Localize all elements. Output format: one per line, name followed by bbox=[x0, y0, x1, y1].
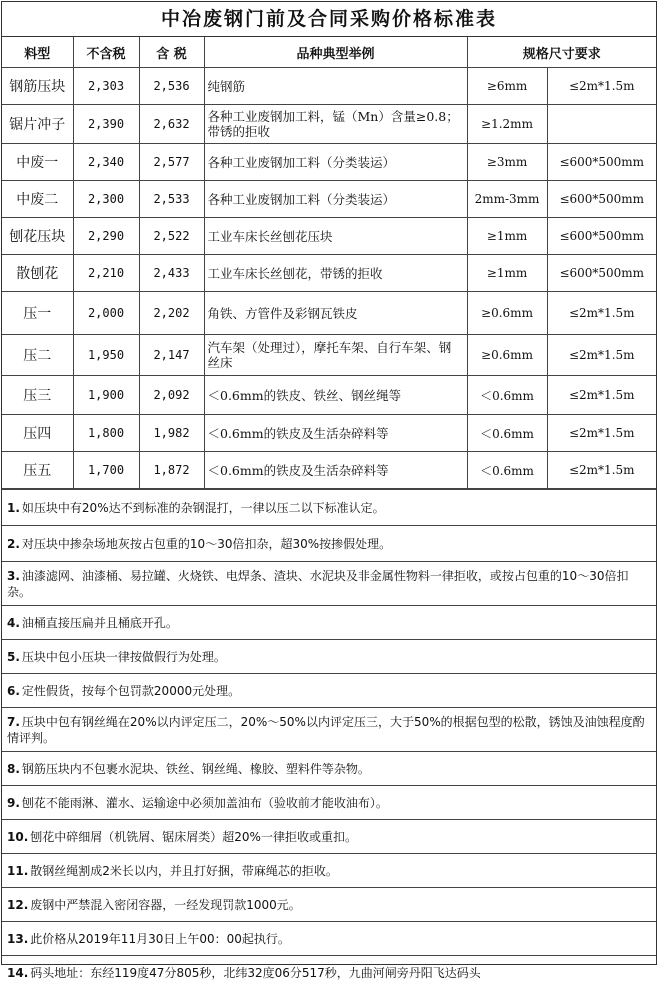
material-name: 中废二 bbox=[2, 181, 73, 218]
note-number: 5. bbox=[7, 649, 20, 664]
thickness-spec: ≥3mm bbox=[467, 144, 547, 181]
size-spec: ≤600*500mm bbox=[547, 181, 656, 218]
col-header-no-tax: 不含税 bbox=[73, 37, 139, 68]
note-text: 压块中包有钢丝绳在20%以内评定压二，20%～50%以内评定压三，大于50%的根据包型的松散，锈蚀及油蚀程度酌情评判。 bbox=[7, 714, 645, 745]
note-text: 散钢丝绳割成2米长以内，并且打好捆，带麻绳芯的拒收。 bbox=[30, 863, 338, 878]
note-number: 8. bbox=[7, 761, 20, 776]
material-name: 压五 bbox=[2, 452, 73, 489]
note-text: 油漆滤网、油漆桶、易拉罐、火烧铁、电焊条、渣块、水泥块及非金属性物料一律拒收，或按占包重的10～30倍扣杂。 bbox=[7, 568, 629, 599]
thickness-spec: ＜0.6mm bbox=[467, 415, 547, 452]
notes-list bbox=[2, 489, 656, 989]
note-item bbox=[2, 921, 656, 955]
table-row bbox=[2, 218, 656, 255]
thickness-spec: ＜0.6mm bbox=[467, 376, 547, 415]
size-spec: ≤2m*1.5m bbox=[547, 292, 656, 335]
note-number: 14. bbox=[7, 965, 29, 980]
price-with-tax: 2,632 bbox=[139, 105, 204, 144]
material-name: 钢筋压块 bbox=[2, 68, 73, 105]
note-number: 13. bbox=[7, 931, 29, 946]
material-name: 刨花压块 bbox=[2, 218, 73, 255]
note-text: 此价格从2019年11月30日上午00：00起执行。 bbox=[30, 931, 290, 946]
price-with-tax: 2,433 bbox=[139, 255, 204, 292]
table-header-row bbox=[2, 37, 656, 68]
price-with-tax: 2,522 bbox=[139, 218, 204, 255]
note-text: 如压块中有20%达不到标准的杂钢混打，一律以压二以下标准认定。 bbox=[21, 500, 385, 515]
note-item bbox=[2, 561, 656, 605]
thickness-spec: 2mm-3mm bbox=[467, 181, 547, 218]
note-item bbox=[2, 819, 656, 853]
note-number: 1. bbox=[7, 500, 20, 515]
table-row bbox=[2, 452, 656, 489]
col-header-name: 料型 bbox=[2, 37, 73, 68]
price-with-tax: 1,872 bbox=[139, 452, 204, 489]
typical-example: 纯钢筋 bbox=[204, 68, 467, 105]
price-no-tax: 2,210 bbox=[73, 255, 139, 292]
note-item bbox=[2, 605, 656, 639]
table-row bbox=[2, 415, 656, 452]
note-text: 压块中包小压块一律按做假行为处理。 bbox=[21, 649, 226, 664]
thickness-spec: ＜0.6mm bbox=[467, 452, 547, 489]
table-row bbox=[2, 68, 656, 105]
price-no-tax: 2,290 bbox=[73, 218, 139, 255]
note-text: 刨花不能雨淋、灌水、运输途中必须加盖油布（验收前才能收油布）。 bbox=[21, 795, 388, 810]
typical-example: 各种工业废钢加工料，锰（Mn）含量≥0.8；带锈的拒收 bbox=[204, 105, 467, 144]
price-with-tax: 2,147 bbox=[139, 335, 204, 376]
typical-example: 角铁、方管件及彩钢瓦铁皮 bbox=[204, 292, 467, 335]
size-spec: ≤2m*1.5m bbox=[547, 335, 656, 376]
note-item bbox=[2, 853, 656, 887]
price-with-tax: 2,577 bbox=[139, 144, 204, 181]
page-title: 中冶废钢门前及合同采购价格标准表 bbox=[2, 2, 656, 37]
note-number: 4. bbox=[7, 615, 20, 630]
typical-example: ＜0.6mm的铁皮、铁丝、钢丝绳等 bbox=[204, 376, 467, 415]
price-no-tax: 2,000 bbox=[73, 292, 139, 335]
col-header-desc: 品种典型举例 bbox=[204, 37, 467, 68]
price-no-tax: 2,300 bbox=[73, 181, 139, 218]
typical-example: 各种工业废钢加工料（分类装运） bbox=[204, 181, 467, 218]
size-spec: ≤600*500mm bbox=[547, 144, 656, 181]
typical-example: 工业车床长丝刨花压块 bbox=[204, 218, 467, 255]
price-with-tax: 1,982 bbox=[139, 415, 204, 452]
note-item bbox=[2, 887, 656, 921]
note-text: 码头地址：东经119度47分805秒，北纬32度06分517秒，九曲河闸旁丹阳飞达码头 bbox=[30, 965, 481, 980]
material-name: 压三 bbox=[2, 376, 73, 415]
note-number: 11. bbox=[7, 863, 29, 878]
size-spec: ≤600*500mm bbox=[547, 218, 656, 255]
material-name: 锯片冲子 bbox=[2, 105, 73, 144]
note-number: 7. bbox=[7, 714, 20, 729]
price-no-tax: 1,800 bbox=[73, 415, 139, 452]
size-spec bbox=[547, 105, 656, 144]
price-no-tax: 1,700 bbox=[73, 452, 139, 489]
table-row bbox=[2, 144, 656, 181]
thickness-spec: ≥1mm bbox=[467, 255, 547, 292]
price-no-tax: 2,303 bbox=[73, 68, 139, 105]
col-header-tax: 含 税 bbox=[139, 37, 204, 68]
price-sheet bbox=[1, 1, 657, 980]
table-row bbox=[2, 335, 656, 376]
typical-example: ＜0.6mm的铁皮及生活杂碎料等 bbox=[204, 415, 467, 452]
table-row bbox=[2, 292, 656, 335]
col-header-spec: 规格尺寸要求 bbox=[467, 37, 656, 68]
size-spec: ≤600*500mm bbox=[547, 255, 656, 292]
note-number: 6. bbox=[7, 683, 20, 698]
table-body bbox=[2, 68, 656, 489]
note-item bbox=[2, 707, 656, 751]
price-with-tax: 2,202 bbox=[139, 292, 204, 335]
note-item bbox=[2, 785, 656, 819]
note-number: 9. bbox=[7, 795, 20, 810]
note-text: 钢筋压块内不包裹水泥块、铁丝、钢丝绳、橡胶、塑料件等杂物。 bbox=[21, 761, 370, 776]
size-spec: ≤2m*1.5m bbox=[547, 376, 656, 415]
material-name: 压四 bbox=[2, 415, 73, 452]
material-name: 压一 bbox=[2, 292, 73, 335]
note-text: 油桶直接压扁并且桶底开孔。 bbox=[21, 615, 178, 630]
material-name: 中废一 bbox=[2, 144, 73, 181]
thickness-spec: ≥1mm bbox=[467, 218, 547, 255]
price-with-tax: 2,533 bbox=[139, 181, 204, 218]
price-table bbox=[2, 37, 656, 489]
typical-example: 工业车床长丝刨花，带锈的拒收 bbox=[204, 255, 467, 292]
note-text: 废钢中严禁混入密闭容器，一经发现罚款1000元。 bbox=[30, 897, 301, 912]
size-spec: ≤2m*1.5m bbox=[547, 415, 656, 452]
price-with-tax: 2,536 bbox=[139, 68, 204, 105]
note-item bbox=[2, 525, 656, 561]
note-text: 对压块中掺杂场地灰按占包重的10～30倍扣杂，超30%按掺假处理。 bbox=[21, 536, 392, 551]
material-name: 散刨花 bbox=[2, 255, 73, 292]
note-item bbox=[2, 955, 656, 989]
note-number: 10. bbox=[7, 829, 29, 844]
table-row bbox=[2, 105, 656, 144]
thickness-spec: ≥6mm bbox=[467, 68, 547, 105]
thickness-spec: ≥0.6mm bbox=[467, 335, 547, 376]
thickness-spec: ≥0.6mm bbox=[467, 292, 547, 335]
typical-example: ＜0.6mm的铁皮及生活杂碎料等 bbox=[204, 452, 467, 489]
note-text: 刨花中碎细屑（机铣屑、锯床屑类）超20%一律拒收或重扣。 bbox=[30, 829, 357, 844]
note-number: 12. bbox=[7, 897, 29, 912]
note-number: 3. bbox=[7, 568, 20, 583]
price-no-tax: 2,390 bbox=[73, 105, 139, 144]
size-spec: ≤2m*1.5m bbox=[547, 68, 656, 105]
table-row bbox=[2, 376, 656, 415]
price-no-tax: 2,340 bbox=[73, 144, 139, 181]
price-with-tax: 2,092 bbox=[139, 376, 204, 415]
size-spec: ≤2m*1.5m bbox=[547, 452, 656, 489]
note-item bbox=[2, 673, 656, 707]
note-item bbox=[2, 639, 656, 673]
price-no-tax: 1,950 bbox=[73, 335, 139, 376]
note-item bbox=[2, 751, 656, 785]
thickness-spec: ≥1.2mm bbox=[467, 105, 547, 144]
note-number: 2. bbox=[7, 536, 20, 551]
table-row bbox=[2, 181, 656, 218]
note-item bbox=[2, 489, 656, 525]
table-row bbox=[2, 255, 656, 292]
typical-example: 汽车架（处理过），摩托车架、自行车架、钢丝床 bbox=[204, 335, 467, 376]
typical-example: 各种工业废钢加工料（分类装运） bbox=[204, 144, 467, 181]
note-text: 定性假货，按每个包罚款20000元处理。 bbox=[21, 683, 241, 698]
material-name: 压二 bbox=[2, 335, 73, 376]
price-no-tax: 1,900 bbox=[73, 376, 139, 415]
